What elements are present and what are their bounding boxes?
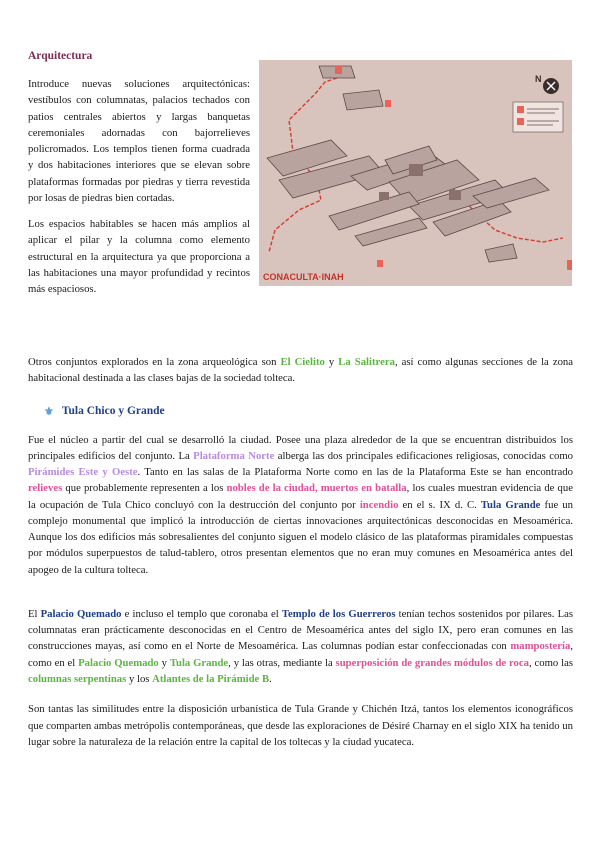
- highlighted-term: Plataforma Norte: [193, 449, 275, 462]
- paragraph-text-run: que probablemente representen a los: [62, 482, 227, 495]
- site-map-illustration: [259, 60, 572, 286]
- highlighted-term: Palacio Quemado: [40, 607, 122, 620]
- paragraph-text-run: y: [324, 356, 339, 368]
- highlighted-term: superposición de grandes módulos de roca: [335, 656, 529, 669]
- section-heading-arquitectura: Arquitectura: [28, 50, 93, 62]
- paragraph-text-run: , como en el: [28, 640, 573, 669]
- paragraph-chichen: Son tantas las similitudes entre la disposición urbanística de Tula Grande y Chichén Itzá, tantos los elementos iconográficos que comparten ambas metrópolis contemporáneas, que desde las exploraciones de Désiré Charnay en el siglo XIX ha tenido un lugar sobre la naturaleza de la relación entre la capital de los toltecas y la ciudad yucateca.: [28, 703, 573, 748]
- highlighted-term: relieves: [28, 482, 63, 495]
- paragraph-palacio: [28, 606, 573, 687]
- paragraph-text-run: e incluso el templo que coronaba el: [121, 607, 282, 620]
- paragraph-text-run: . Tanto en las salas de la Plataforma Norte como en las de la Plataforma Este se han encontrado: [137, 466, 573, 479]
- paragraph-text-run: tenían techos sostenidos por pilares. Las columnatas eran prácticamente desconocidas en el Centro de Mesoamérica antes del siglo IX, pero eran comunes en las construcciones mayas, así como en el Norte de Mesoamérica. Las columnas podían estar confeccionadas con: [28, 607, 574, 653]
- intro-column: [28, 76, 250, 297]
- highlighted-term: Palacio Quemado: [78, 656, 159, 669]
- paragraph-text-run: alberga las dos principales edificaciones religiosas, conocidas como: [274, 449, 574, 462]
- paragraph-text-run: Otros conjuntos explorados en la zona arqueológica son: [28, 356, 281, 368]
- highlighted-term: Tula Grande: [480, 498, 541, 511]
- highlighted-term: columnas serpentinas: [28, 672, 127, 685]
- highlighted-term: mampostería: [510, 640, 571, 653]
- paragraph-text-run: fue un complejo monumental que implicó la introducción de ciertas innovaciones arquitectónicas desconocidas en Mesoamérica. Aunque los dos edificios más sobresalientes del conjunto siguen el modelo clásico de las plataformas piramidales compuestas por módulos superpuestos de talud-tablero, otros presentan elementos que no eran muy comunes en Mesoamérica antes del apogeo de la cultura tolteca.: [28, 498, 573, 576]
- intro-paragraph-1: Introduce nuevas soluciones arquitectónicas: vestíbulos con columnatas, palacios techados con patios centrales abiertos y largas banquetas ceremoniales adornadas con bajorrelieves policromados. Los templos tienen forma cuadrada y dos habitaciones interiores que se elevan sobre plataformas formadas por piedras y tierra revestida por losas de piedras bien cortadas.: [28, 78, 250, 204]
- section-title-tula: [28, 405, 573, 418]
- highlighted-term: incendio: [359, 498, 399, 511]
- intro-section: [28, 50, 573, 340]
- paragraph-tula: [28, 432, 573, 578]
- highlighted-term: Pirámides Este y Oeste: [28, 466, 138, 479]
- paragraph-text-run: en el s. IX d. C.: [398, 498, 481, 511]
- paragraph-text-run: y los: [126, 672, 153, 685]
- paragraph-text-run: , los cuales muestran evidencia de que la ocupación de Tula Chico concluyó con la destrucción del conjunto por: [28, 482, 573, 511]
- site-map-figure: [259, 60, 572, 286]
- highlighted-term: Atlantes de la Pirámide B: [152, 672, 270, 685]
- paragraph-text-run: , y las otras, mediante la: [228, 656, 336, 669]
- highlighted-term: El Cielito: [280, 356, 325, 368]
- intro-paragraph-2: Los espacios habitables se hacen más amplios al aplicar el pilar y la columna como elemento estructural en la arquitectura ya que proporciona a las habitaciones una mayor profundidad y recintos más espaciosos.: [28, 218, 250, 296]
- paragraph-conjuntos: [28, 354, 573, 387]
- paragraph-text-run: Fue el núcleo a partir del cual se desarrolló la ciudad. Posee una plaza alrededor de la que se encuentran distribuidos los principales edificios del conjunto. La: [28, 433, 573, 462]
- svg-text:N: N: [535, 74, 542, 84]
- map-brand-caption: CONACULTA·INAH: [263, 272, 344, 282]
- section-title-text: Tula Chico y Grande: [61, 405, 165, 418]
- highlighted-term: Tula Grande: [169, 656, 229, 669]
- fleur-de-lis-icon: ⚜: [44, 405, 54, 418]
- document-page: [28, 50, 573, 750]
- paragraph-text-run: , así como algunas secciones de la zona habitacional destinada a las clases bajas de la sociedad tolteca.: [28, 356, 573, 385]
- paragraph-text-run: El: [28, 607, 41, 620]
- paragraph-text-run: .: [269, 672, 272, 685]
- paragraph-text-run: , como las: [529, 656, 574, 669]
- paragraph-text-run: y: [158, 656, 170, 669]
- highlighted-term: Templo de los Guerreros: [281, 607, 396, 620]
- highlighted-term: La Salitrera: [338, 356, 395, 368]
- highlighted-term: nobles de la ciudad, muertos en batalla: [226, 482, 407, 495]
